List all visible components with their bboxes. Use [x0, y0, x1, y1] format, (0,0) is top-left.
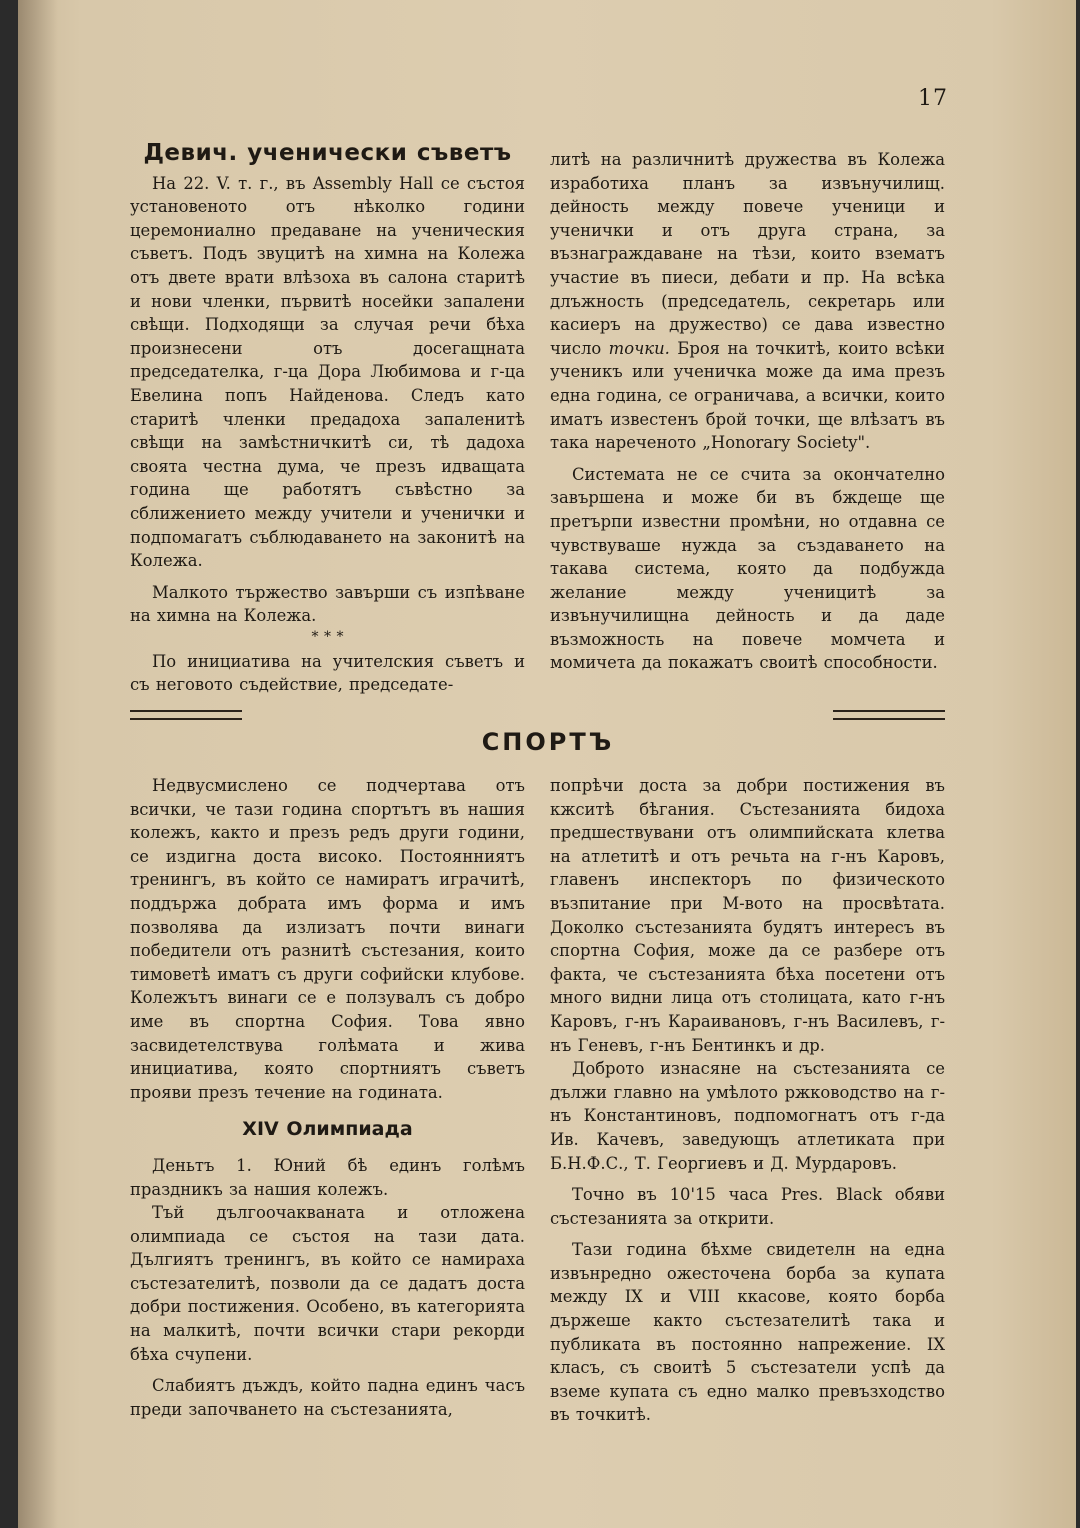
sport-paragraph-5: Тази година бѣхме свидетелн на една извънредно ожесточена борба за купата между IX и VIII ккасове, която борба държеше както състезателитѣ така и публиката въ постоянно напрежение. IX класъ, съ своитѣ 5 състезатели успѣ да вземе купата съ едно малко превъзходство въ точкитѣ. — [550, 1240, 945, 1425]
olympiad-paragraph-2: Тъй дългоочакваната и отложена олимпиада се състоя на тази дата. Дългиятъ тренингъ, въ който се намираха състезателитѣ, позволи да се дадатъ доста добри постижения. Особено, въ категорията на малкитѣ, почти всички стари рекорди бѣха счупени. — [130, 1203, 525, 1364]
divider-rule-right — [833, 710, 945, 720]
council-paragraph-2: Малкото тържество завърши съ изпѣване на химна на Колежа. — [130, 582, 525, 626]
council-paragraph-4-cont: Броя на точкитѣ, които всѣки ученикъ или ученичка може да има презъ една година, се ограничава, а всички, които иматъ известенъ брой точки, ще влѣзатъ въ така нареченото „Honorary Society". — [550, 338, 945, 453]
magazine-page — [18, 0, 1076, 1528]
sport-paragraph-2: попрѣчи доста за добри постижения въ кжситѣ бѣгания. Състезанията бидоха предшествувани отъ олимпийската клетва на атлетитѣ и отъ речьта на г-нъ Каровъ, главенъ инспекторъ по физическото възпитание при М-вото на просвѣтата. Доколко състезанията будятъ интересъ въ спортна София, може да се разбере отъ факта, че състезанията бѣха посетени отъ много видни лица отъ столицата, като г-нъ Каровъ, г-нъ Караивановъ, г-нъ Василевъ, г-нъ Геневъ, г-нъ Бентинкъ и др. — [550, 776, 945, 1055]
sport-paragraph-4: Точно въ 10'15 часа Pres. Black обяви състезанията за открити. — [550, 1185, 945, 1228]
page-gutter-shadow — [18, 0, 58, 1528]
council-heading: Девич. ученически съветъ — [143, 140, 512, 166]
page-number: 17 — [918, 86, 948, 111]
sport-heading: СПОРТЪ — [481, 728, 615, 756]
council-paragraph-5: Системата не се счита за окончателно завършена и може би въ бждеще ще претърпи известни промѣни, но отдавна се чувствуваше нужда за създаването на такава система, която да подбужда желание между ученицитѣ за извънучилищна дейность и да даде възможность на повече момчета и момичета да покажатъ своитѣ способности. — [550, 464, 945, 673]
olympiad-paragraph-3: Слабиятъ дъждъ, който падна единъ часъ преди започването на състезанията, — [130, 1376, 525, 1419]
divider-rule-left — [130, 710, 242, 720]
olympiad-paragraph-1: Деньтъ 1. Юний бѣ единъ голѣмъ праздникъ за нашия колежъ. — [130, 1155, 525, 1199]
council-paragraph-1: На 22. V. т. г., въ Assembly Hall се състоя установеното отъ нѣколко години церемониално предаване на ученическия съветъ. Подъ звуцитѣ на химна на Колежа отъ двете врати влѣзоха въ салона старитѣ и нови членки, първитѣ носейки запалени свѣщи. Подходящи за случая речи бѣха произнесени отъ досегащната председателка, г-ца Дора Любимова и г-ца Евелина попъ Найденова. Следъ като старитѣ членки предадоха запаленитѣ свѣщи на замѣстничкитѣ си, тѣ дадоха своята честна дума, че презъ идващата година ще работятъ съвѣстно за сближението между учители и ученички и подпомагатъ съблюдаването на законитѣ на Колежа. — [130, 173, 525, 571]
council-column-right — [550, 148, 945, 675]
council-paragraph-4 — [550, 148, 945, 455]
sport-paragraph-3: Доброто изнасяне на състезанията се дължи главно на умѣлото ржководство на г-нъ Константиновъ, подпомогнатъ отъ г-да Ив. Качевъ, заведующъ атлетиката при Б.Н.Ф.С., Т. Георгиевъ и Д. Мурдаровъ. — [550, 1059, 945, 1173]
council-paragraph-3: По инициатива на учителския съветъ и съ неговото съдействие, председате- — [130, 651, 525, 695]
olympiad-heading: XIV Олимпиада — [242, 1118, 413, 1141]
sport-paragraph-1: Недвусмислено се подчертава отъ всички, че тази година спортътъ въ нашия колежъ, както и презъ редъ други години, се издигна доста високо. Постоянниятъ тренингъ, въ който се намиратъ играчитѣ, поддържа добрата имъ форма и имъ позволява да излизатъ почти винаги победители отъ разнитѣ състезания, които тимоветѣ иматъ съ други софийски клубове. Колежътъ винаги се е ползувалъ съ добро име въ спортна София. Това явно засвидетелствува голѣмата и жива инициатива, която спортниятъ съветъ прояви презъ течение на годината. — [130, 776, 525, 1102]
points-emphasis: точки. — [608, 338, 670, 358]
council-paragraph-4-text: литѣ на различнитѣ дружества въ Колежа изработиха планъ за извънучилищ. дейность между повече ученици и ученички и отъ друга страна, за възнаграждаване на тѣзи, които взематъ участие въ пиеси, дебати и пр. На вcѣка длъжность (председатель, секретарь или касиеръ на дружество) се дава известно число — [550, 150, 945, 358]
sport-column-left — [130, 774, 525, 1421]
council-column-left — [130, 142, 525, 697]
sport-column-right — [550, 774, 945, 1427]
section-separator-stars: * * * — [311, 628, 344, 645]
